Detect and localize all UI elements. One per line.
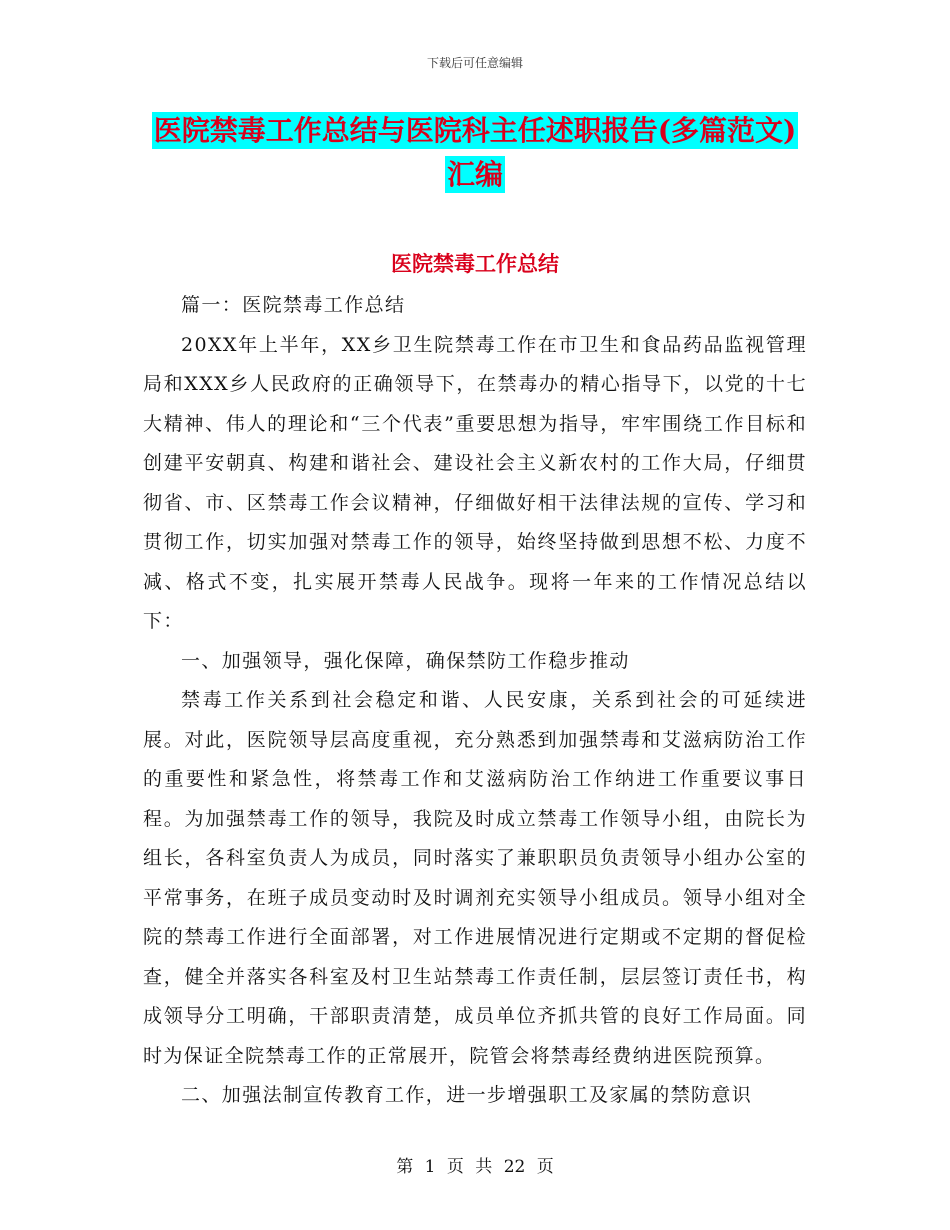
paragraph-body-1: 禁毒工作关系到社会稳定和谐、人民安康，关系到社会的可延续进展。对此，医院领导层高度重视，充分熟悉到加强禁毒和艾滋病防治工作的重要性和紧急性，将禁毒工作和艾滋病防治工作纳进工作重要议事日程。为加强禁毒工作的领导，我院及时成立禁毒工作领导小组，由院长为组长，各科室负责人为成员，同时落实了兼职职员负责领导小组办公室的平常事务，在班子成员变动时及时调剂充实领导小组成员。领导小组对全院的禁毒工作进行全面部署，对工作进展情况进行定期或不定期的督促检查，健全并落实各科室及村卫生站禁毒工作责任制，层层签订责任书，构成领导分工明确，干部职责清楚，成员单位齐抓共管的良好工作局面。同时为保证全院禁毒工作的正常展开，院管会将禁毒经费纳进医院预算。	[143, 689, 807, 1067]
document-title-line-2	[0, 152, 950, 198]
section-title: 医院禁毒工作总结	[391, 251, 559, 276]
paragraph-heading-2: 二、加强法制宣传教育工作，进一步增强职工及家属的禁防意识	[181, 1084, 753, 1106]
paragraph-subtitle: 篇一：医院禁毒工作总结	[181, 294, 406, 316]
document-title-text-1: 医院禁毒工作总结与医院科主任述职报告(多篇范文)	[153, 114, 797, 147]
header-note: 下载后可任意编辑	[426, 56, 523, 70]
document-title-line-1	[0, 108, 950, 154]
document-body	[143, 286, 807, 1116]
page-number-footer: 第 1 页 共 22 页	[396, 1157, 554, 1177]
paragraph-intro: 20XX年上半年，XX乡卫生院禁毒工作在市卫生和食品药品监视管理局和XXX乡人民政府的正确领导下，在禁毒办的精心指导下，以党的十七大精神、伟人的理论和“三个代表”重要思想为指导，牢牢围绕工作目标和创建平安朝真、构建和谐社会、建设社会主义新农村的工作大局，仔细贯彻省、市、区禁毒工作会议精神，仔细做好相干法律法规的宣传、学习和贯彻工作，切实加强对禁毒工作的领导，始终坚持做到思想不松、力度不减、格式不变，扎实展开禁毒人民战争。现将一年来的工作情况总结以下：	[143, 333, 807, 632]
document-title-text-2: 汇编	[446, 158, 503, 191]
paragraph-heading-1: 一、加强领导，强化保障，确保禁防工作稳步推动	[181, 649, 630, 672]
